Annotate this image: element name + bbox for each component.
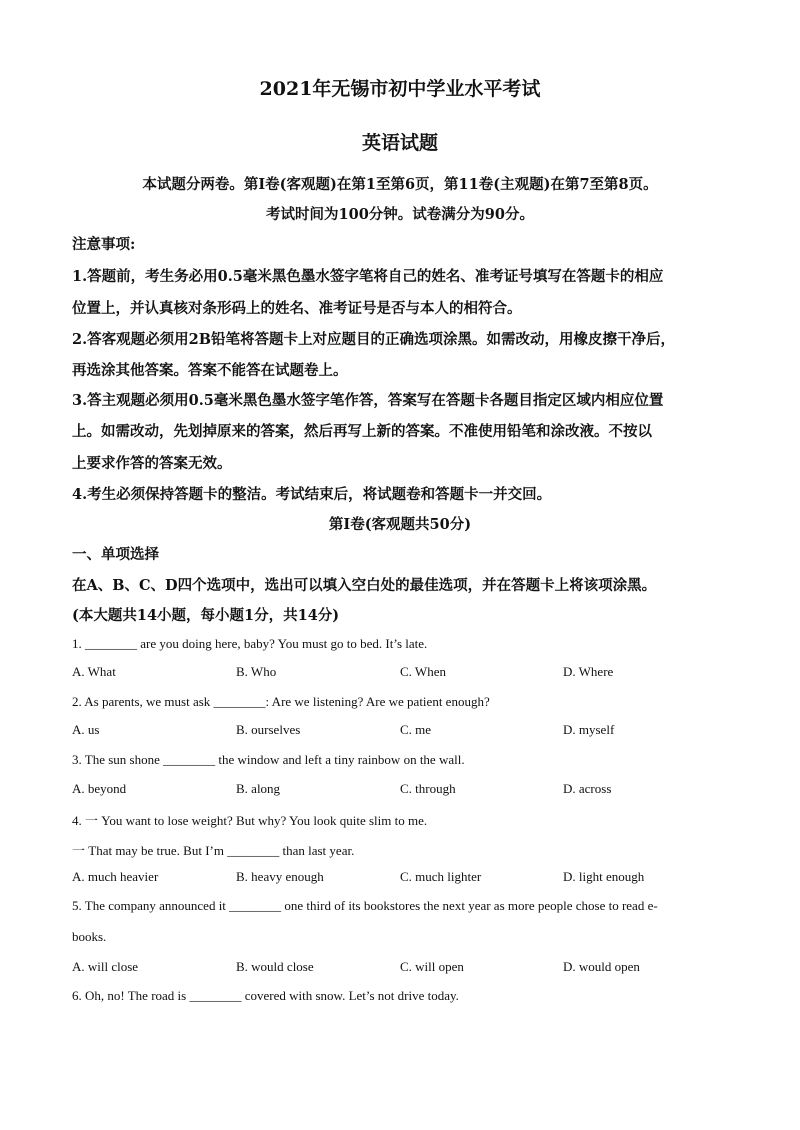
note-line: 再选涂其他答案。答案不能答在试题卷上。 bbox=[72, 362, 348, 379]
option-b: B. heavy enough bbox=[236, 869, 324, 884]
note-line: 1.答题前，考生务必用0.5毫米黑色墨水签字笔将自己的姓名、准考证号填写在答题卡的相应 bbox=[72, 268, 664, 285]
option-b: B. Who bbox=[236, 664, 277, 679]
question-stem: 3. The sun shone ________ the window and left a tiny rainbow on the wall. bbox=[72, 752, 465, 767]
question-stem: 2. As parents, we must ask ________: Are we listening? Are we patient enough? bbox=[72, 694, 490, 709]
option-d: D. Where bbox=[563, 664, 614, 679]
question-stem: 6. Oh, no! The road is ________ covered with snow. Let’s not drive today. bbox=[72, 988, 459, 1003]
option-b: B. would close bbox=[236, 959, 314, 974]
question-stem: 5. The company announced it ________ one third of its bookstores the next year as more people chose to read e- bbox=[72, 898, 658, 913]
note-line: 上。如需改动，先划掉原来的答案，然后再写上新的答案。不准使用铅笔和涂改液。不按以 bbox=[72, 423, 652, 440]
option-a: A. What bbox=[72, 664, 116, 679]
note-line: 上要求作答的答案无效。 bbox=[72, 455, 232, 472]
option-a: A. us bbox=[72, 722, 100, 737]
option-c: C. through bbox=[400, 781, 456, 796]
question-stem: 1. ________ are you doing here, baby? You must go to bed. It’s late. bbox=[72, 636, 428, 651]
option-a: A. much heavier bbox=[72, 869, 159, 884]
option-c: C. me bbox=[400, 722, 432, 737]
notes-heading: 注意事项: bbox=[72, 236, 136, 253]
option-b: B. along bbox=[236, 781, 281, 796]
exam-info-line-1: 本试题分两卷。第Ⅰ卷(客观题)在第1至第6页，第11卷(主观题)在第7至第8页。 bbox=[142, 176, 658, 193]
option-d: D. myself bbox=[563, 722, 615, 737]
question-stem-continued: 一 That may be true. But I’m ________ than last year. bbox=[72, 843, 355, 858]
question-stem: 4. 一 You want to lose weight? But why? You look quite slim to me. bbox=[72, 813, 428, 828]
part1-heading: 第Ⅰ卷(客观题共50分) bbox=[328, 516, 472, 533]
option-c: C. will open bbox=[400, 959, 464, 974]
option-d: D. across bbox=[563, 781, 612, 796]
exam-subtitle: 英语试题 bbox=[361, 132, 438, 154]
option-a: A. will close bbox=[72, 959, 139, 974]
section-instruction-scoring: (本大题共14小题，每小题1分，共14分) bbox=[72, 607, 340, 624]
option-c: C. When bbox=[400, 664, 446, 679]
option-d: D. light enough bbox=[563, 869, 645, 884]
exam-info-line-2: 考试时间为100分钟。试卷满分为90分。 bbox=[266, 206, 534, 223]
exam-title: 2021年无锡市初中学业水平考试 bbox=[259, 78, 541, 100]
option-b: B. ourselves bbox=[236, 722, 301, 737]
note-line: 3.答主观题必须用0.5毫米黑色墨水签字笔作答，答案写在答题卡各题目指定区域内相应位置 bbox=[72, 392, 664, 409]
note-line: 2.答客观题必须用2B铅笔将答题卡上对应题目的正确选项涂黑。如需改动，用橡皮擦干净后， bbox=[72, 331, 675, 348]
option-d: D. would open bbox=[563, 959, 640, 974]
section-instruction: 在A、B、C、D四个选项中，选出可以填入空白处的最佳选项，并在答题卡上将该项涂黑。 bbox=[72, 577, 657, 594]
section-heading: 一、单项选择 bbox=[72, 546, 159, 563]
option-a: A. beyond bbox=[72, 781, 127, 796]
option-c: C. much lighter bbox=[400, 869, 482, 884]
note-line: 位置上，并认真核对条形码上的姓名、准考证号是否与本人的相符合。 bbox=[72, 300, 522, 317]
question-stem-continued: books. bbox=[72, 929, 107, 944]
note-line: 4.考生必须保持答题卡的整洁。考试结束后，将试题卷和答题卡一并交回。 bbox=[72, 486, 552, 503]
